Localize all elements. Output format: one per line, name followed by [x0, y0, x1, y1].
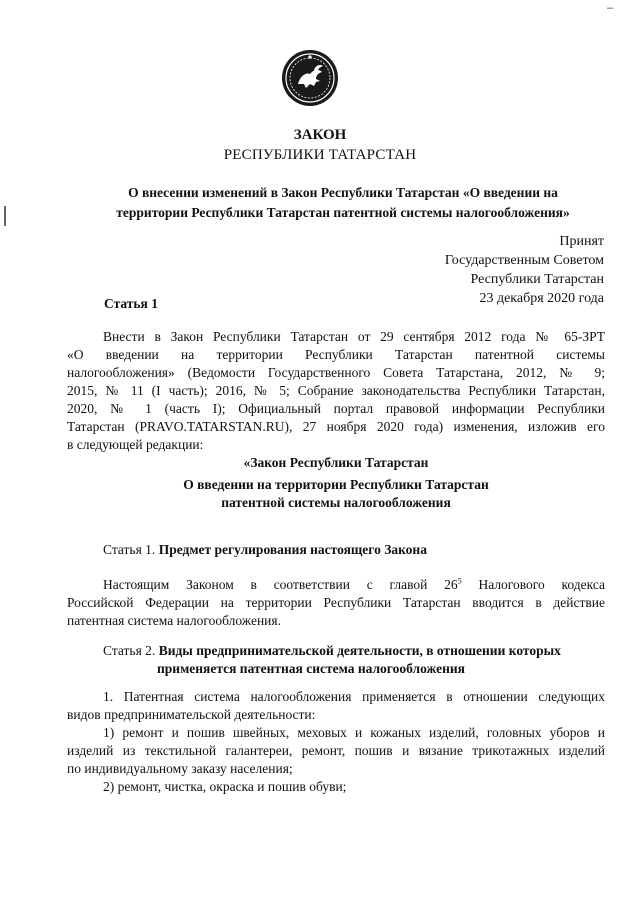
- art-2-item-1: [67, 724, 605, 778]
- quoted-law-title: «Закон Республики Татарстан: [243, 455, 429, 470]
- art-1-title: Предмет регулирования настоящего Закона: [158, 542, 427, 557]
- text-line: изделий из текстильной галантереи, ремонт, пошив и вязание трикотажных изделий: [67, 743, 605, 758]
- superscript: 5: [457, 576, 462, 586]
- adoption-line: Государственным Советом: [444, 253, 604, 268]
- quoted-law-subtitle-2: патентной системы налогообложения: [221, 495, 451, 510]
- text-line: 2015, № 11 (I часть); 2016, № 5; Собрание законодательства Республики Татарстан,: [67, 383, 605, 398]
- art-2-item-2: [67, 778, 605, 796]
- text-line: 1. Патентная система налогообложения применяется в отношении следующих: [103, 689, 605, 704]
- text-line: Татарстан (PRAVO.TATARSTAN.RU), 27 ноября 2020 года) изменения, изложив его: [67, 419, 605, 434]
- text-line: [67, 576, 605, 594]
- adoption-block: [344, 232, 604, 308]
- art-2-label: Статья 2.: [103, 643, 156, 658]
- margin-mark: [4, 206, 6, 226]
- adoption-date: 23 декабря 2020 года: [479, 291, 604, 306]
- art-2-heading: [103, 642, 606, 660]
- text-line: по индивидуальному заказу населения;: [67, 761, 293, 776]
- text-fragment: Настоящим Законом в соответствии с главой 26: [103, 577, 458, 592]
- quoted-law-subtitle-1: О введении на территории Республики Татарстан: [183, 477, 489, 492]
- text-line: Внести в Закон Республики Татарстан от 29 сентября 2012 года № 65-ЗРТ: [103, 329, 605, 344]
- text-line: патентная система налогообложения.: [67, 613, 281, 628]
- art-2-title-line2: применяется патентная система налогообложения: [157, 661, 465, 676]
- law-title: ЗАКОН: [293, 127, 347, 143]
- text-line: «О введении на территории Республики Татарстан патентной системы: [67, 347, 605, 362]
- law-republic: РЕСПУБЛИКИ ТАТАРСТАН: [223, 147, 417, 163]
- art-2-title-line1: Виды предпринимательской деятельности, в отношении которых: [158, 643, 561, 658]
- text-line: в следующей редакции:: [67, 437, 204, 452]
- subject-line: О внесении изменений в Закон Республики Татарстан «О введении на: [128, 185, 558, 200]
- text-fragment: Налогового кодекса: [461, 577, 605, 592]
- text-line: 2020, № 1 (часть I); Официальный портал правовой информации Республики: [67, 401, 605, 416]
- art-2-para-1: [67, 688, 605, 724]
- art-1-label: Статья 1.: [103, 542, 156, 557]
- text-line: 2) ремонт, чистка, окраска и пошив обуви;: [103, 779, 347, 794]
- text-line: Российской Федерации на территории Республики Татарстан вводится в действие: [67, 595, 605, 610]
- article-1-text: [67, 328, 605, 454]
- art-1-text: [67, 576, 605, 630]
- subject-line: территории Республики Татарстан патентной системы налогообложения»: [116, 205, 570, 220]
- text-line: 1) ремонт и пошив швейных, меховых и кожаных изделий, головных уборов и: [103, 725, 605, 740]
- art-1-heading: [103, 541, 427, 559]
- article-1-heading: Статья 1: [104, 296, 158, 311]
- coat-of-arms-tatarstan-icon: [280, 48, 340, 108]
- text-line: налогообложения» (Ведомости Государственного Совета Татарстана, 2012, № 9;: [67, 365, 605, 380]
- adoption-line: Принят: [559, 234, 604, 249]
- corner-mark: –: [607, 2, 614, 14]
- text-line: видов предпринимательской деятельности:: [67, 707, 316, 722]
- adoption-line: Республики Татарстан: [470, 272, 604, 287]
- art-2-heading-cont: [157, 660, 465, 678]
- law-subject: [78, 183, 608, 223]
